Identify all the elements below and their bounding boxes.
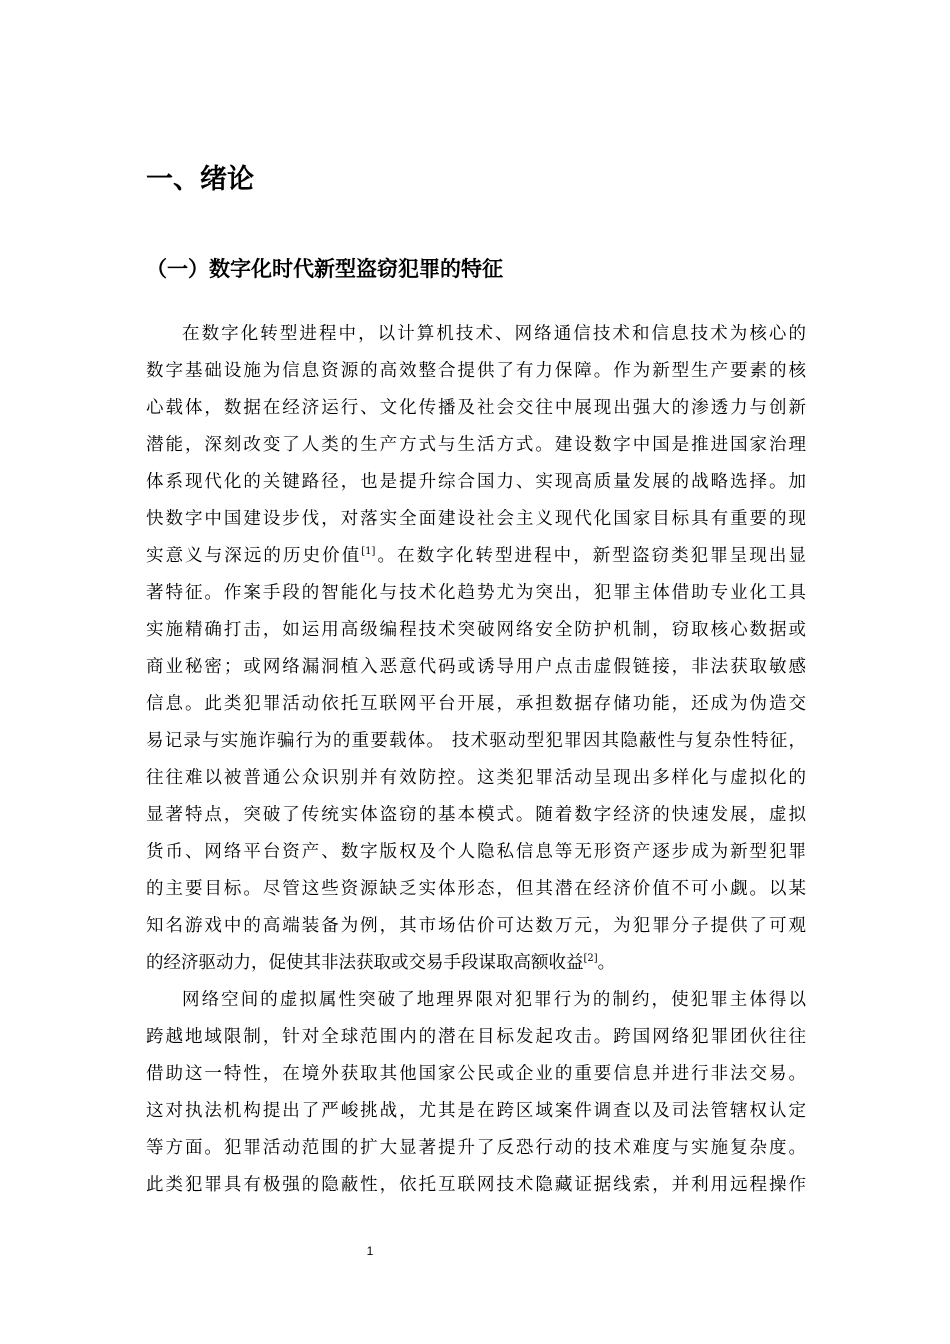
paragraph-line: 数字基础设施为信息资源的高效整合提供了有力保障。作为新型生产要素的核 — [146, 361, 806, 381]
paragraph-line: 体系现代化的关键路径，也是提升综合国力、实现高质量发展的战略选择。加 — [146, 472, 806, 492]
line-text: 实意义与深远的历史价值 — [146, 546, 362, 566]
paragraph-line: 显著特点，突破了传统实体盗窃的基本模式。随着数字经济的快速发展，虚拟 — [146, 805, 806, 825]
paragraph-line: 这对执法机构提出了严峻挑战，尤其是在跨区域案件调查以及司法管辖权认定 — [146, 1101, 806, 1121]
paragraph-line: 知名游戏中的高端装备为例，其市场估价可达数万元，为犯罪分子提供了可观 — [146, 916, 806, 936]
page-number: 1 — [366, 1244, 374, 1258]
paragraph-line-with-citation — [146, 538, 806, 575]
paragraph-line: 在数字化转型进程中，以计算机技术、网络通信技术和信息技术为核心的 — [182, 324, 806, 344]
paragraph-line-with-citation — [146, 945, 806, 982]
paragraph-line: 实施精确打击，如运用高级编程技术突破网络安全防护机制，窃取核心数据或 — [146, 620, 806, 640]
chapter-heading: 一、绪论 — [146, 164, 254, 195]
paragraph-line: 信息。此类犯罪活动依托互联网平台开展，承担数据存储功能，还成为伪造交 — [146, 694, 806, 714]
line-text: 的经济驱动力，促使其非法获取或交易手段谋取高额收益 — [146, 953, 584, 973]
paragraph-line: 此类犯罪具有极强的隐蔽性，依托互联网技术隐藏证据线索，并利用远程操作 — [146, 1175, 806, 1195]
body-text — [146, 316, 806, 1204]
paragraph-line: 货币、网络平台资产、数字版权及个人隐私信息等无形资产逐步成为新型犯罪 — [146, 842, 806, 862]
paragraph-line: 易记录与实施诈骗行为的重要载体。 技术驱动型犯罪因其隐蔽性与复杂性特征， — [146, 731, 806, 751]
line-text: 。 — [597, 953, 616, 973]
paragraph-line: 快数字中国建设步伐，对落实全面建设社会主义现代化国家目标具有重要的现 — [146, 509, 806, 529]
paragraph-line: 跨越地域限制，针对全球范围内的潜在目标发起攻击。跨国网络犯罪团伙往往 — [146, 1027, 806, 1047]
paragraph-line: 商业秘密；或网络漏洞植入恶意代码或诱导用户点击虚假链接，非法获取敏感 — [146, 657, 806, 677]
line-text: 。在数字化转型进程中，新型盗窃类犯罪呈现出显 — [375, 546, 806, 566]
paragraph-line: 往往难以被普通公众识别并有效防控。这类犯罪活动呈现出多样化与虚拟化的 — [146, 768, 806, 788]
paragraph-line: 心载体，数据在经济运行、文化传播及社会交往中展现出强大的渗透力与创新 — [146, 398, 806, 418]
paragraph-line: 网络空间的虚拟属性突破了地理界限对犯罪行为的制约，使犯罪主体得以 — [182, 990, 806, 1010]
paragraph-line: 借助这一特性，在境外获取其他国家公民或企业的重要信息并进行非法交易。 — [146, 1064, 806, 1084]
section-heading: （一）数字化时代新型盗窃犯罪的特征 — [146, 257, 503, 281]
paragraph-line: 著特征。作案手段的智能化与技术化趋势尤为突出，犯罪主体借助专业化工具 — [146, 583, 806, 603]
citation-ref[interactable]: [1] — [361, 546, 376, 558]
paragraph-line: 潜能，深刻改变了人类的生产方式与生活方式。建设数字中国是推进国家治理 — [146, 435, 806, 455]
paragraph-line: 等方面。犯罪活动范围的扩大显著提升了反恐行动的技术难度与实施复杂度。 — [146, 1138, 806, 1158]
citation-ref[interactable]: [2] — [583, 953, 598, 965]
paragraph-line: 的主要目标。尽管这些资源缺乏实体形态，但其潜在经济价值不可小觑。以某 — [146, 879, 806, 899]
